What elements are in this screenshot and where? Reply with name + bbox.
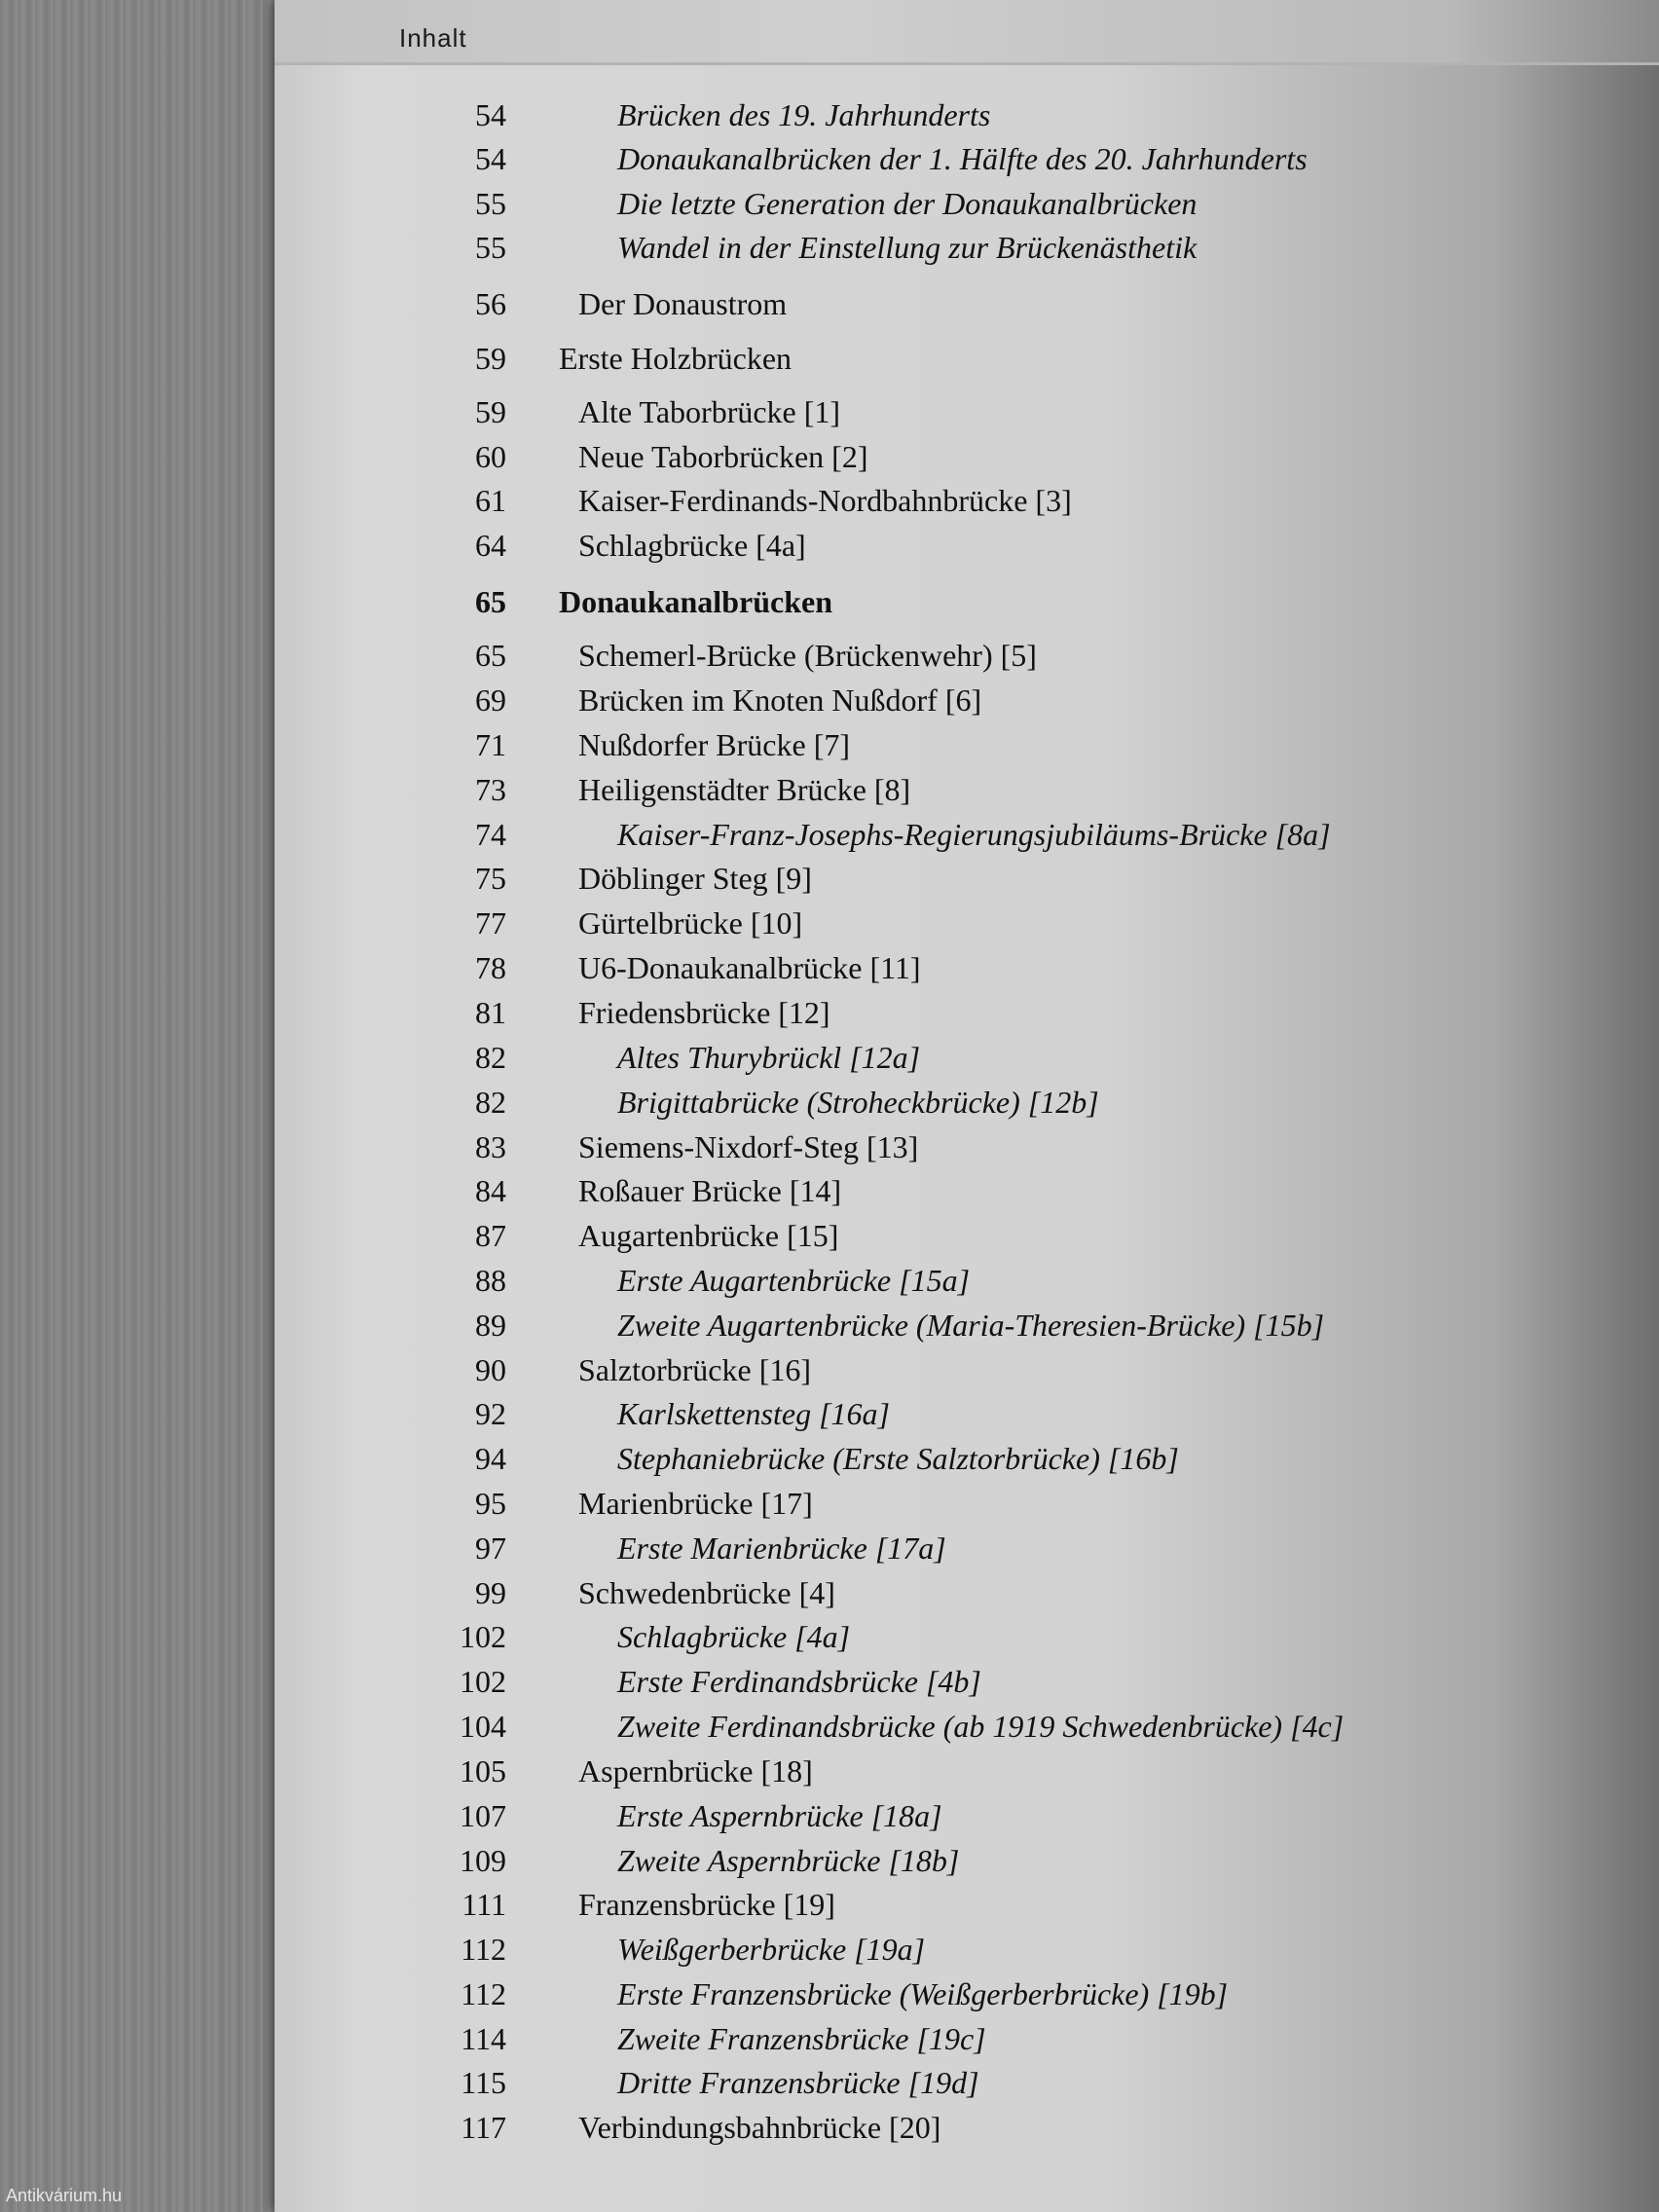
toc-page-number: 75	[475, 861, 506, 896]
toc-entry	[0, 1348, 1659, 1391]
toc-page-number: 78	[475, 950, 506, 985]
toc-entry-title: Marienbrücke [17]	[578, 1486, 813, 1521]
toc-entry	[0, 634, 1659, 677]
toc-entry	[0, 1794, 1659, 1837]
toc-page-number: 59	[475, 341, 506, 376]
toc-page-number: 99	[475, 1575, 506, 1610]
toc-page-number: 90	[475, 1352, 506, 1387]
toc-page-number: 102	[460, 1619, 506, 1654]
toc-entry	[0, 1482, 1659, 1525]
toc-page-number: 107	[460, 1798, 506, 1833]
toc-entry-title: Kaiser-Ferdinands-Nordbahnbrücke [3]	[578, 483, 1072, 518]
toc-entry-title: Siemens-Nixdorf-Steg [13]	[578, 1129, 919, 1164]
toc-entry-title: Brücken im Knoten Nußdorf [6]	[578, 682, 982, 718]
toc-entry-title: Donaukanalbrücken	[559, 584, 832, 619]
toc-entry-title: Nußdorfer Brücke [7]	[578, 727, 850, 762]
toc-page-number: 88	[475, 1263, 506, 1298]
toc-entry-title: Augartenbrücke [15]	[578, 1218, 839, 1253]
toc-entry	[0, 1437, 1659, 1480]
toc-page-number: 82	[475, 1085, 506, 1120]
toc-page-number: 97	[475, 1530, 506, 1566]
toc-entry-title: Brücken des 19. Jahrhunderts	[617, 97, 991, 132]
toc-entry	[0, 93, 1659, 136]
toc-page-number: 64	[475, 528, 506, 563]
toc-entry-title: Aspernbrücke [18]	[578, 1753, 813, 1788]
toc-entry	[0, 1259, 1659, 1302]
toc-entry	[0, 524, 1659, 567]
toc-page-number: 111	[461, 1887, 506, 1922]
toc-entry-title: Erste Augartenbrücke [15a]	[617, 1263, 971, 1298]
toc-entry	[0, 1036, 1659, 1079]
toc-entry	[0, 1169, 1659, 1212]
toc-page-number: 112	[461, 1976, 506, 2011]
toc-page-number: 71	[475, 727, 506, 762]
toc-entry	[0, 137, 1659, 180]
toc-entry-title: Heiligenstädter Brücke [8]	[578, 772, 911, 807]
toc-page-number: 82	[475, 1040, 506, 1075]
toc-entry-title: Dritte Franzensbrücke [19d]	[617, 2065, 979, 2100]
toc-page-number: 89	[475, 1308, 506, 1343]
toc-entry-title: Friedensbrücke [12]	[578, 995, 830, 1030]
toc-entry-title: Donaukanalbrücken der 1. Hälfte des 20. Jahrhunderts	[617, 141, 1308, 176]
toc-page-number: 112	[461, 1932, 506, 1967]
toc-page-number: 102	[460, 1664, 506, 1699]
toc-page-number: 81	[475, 995, 506, 1030]
toc-page-number: 54	[475, 141, 506, 176]
toc-entry-title: Erste Aspernbrücke [18a]	[617, 1798, 942, 1833]
toc-entry-title: Verbindungsbahnbrücke [20]	[578, 2110, 941, 2145]
toc-page-number: 55	[475, 230, 506, 265]
toc-entry-title: Erste Franzensbrücke (Weißgerberbrücke) [19b]	[617, 1976, 1229, 2011]
toc-page-number: 94	[475, 1441, 506, 1476]
toc-entry	[0, 1615, 1659, 1658]
toc-entry-title: Erste Holzbrücken	[559, 341, 793, 376]
toc-entry	[0, 1392, 1659, 1435]
toc-entry-title: Zweite Aspernbrücke [18b]	[617, 1843, 960, 1878]
toc-entry	[0, 1660, 1659, 1703]
toc-entry-title: Zweite Augartenbrücke (Maria-Theresien-Brücke) [15b]	[617, 1308, 1325, 1343]
toc-entry	[0, 768, 1659, 811]
toc-entry	[0, 1081, 1659, 1124]
toc-page-number: 74	[475, 817, 506, 852]
toc-entry	[0, 182, 1659, 225]
toc-entry	[0, 1527, 1659, 1569]
toc-page-number: 56	[475, 286, 506, 321]
toc-entry-title: Stephaniebrücke (Erste Salztorbrücke) [16b]	[617, 1441, 1179, 1476]
toc-entry-title: Zweite Franzensbrücke [19c]	[617, 2021, 986, 2056]
toc-entry-title: U6-Donaukanalbrücke [11]	[578, 950, 921, 985]
toc-entry	[0, 679, 1659, 721]
toc-entry	[0, 946, 1659, 989]
toc-entry	[0, 1705, 1659, 1748]
toc-entry	[0, 2017, 1659, 2060]
toc-entry	[0, 479, 1659, 522]
toc-entry-title: Schlagbrücke [4a]	[617, 1619, 851, 1654]
toc-entry-title: Franzensbrücke [19]	[578, 1887, 835, 1922]
toc-entry	[0, 1214, 1659, 1257]
toc-entry-title: Erste Marienbrücke [17a]	[617, 1530, 946, 1566]
toc-entry-title: Döblinger Steg [9]	[578, 861, 812, 896]
toc-page-number: 104	[460, 1709, 506, 1744]
toc-entry	[0, 1928, 1659, 1971]
toc-entry	[0, 857, 1659, 900]
running-head: Inhalt	[399, 23, 467, 53]
toc-entry	[0, 580, 1659, 623]
toc-page-number: 65	[475, 638, 506, 673]
toc-entry-title: Salztorbrücke [16]	[578, 1352, 812, 1387]
toc-page-number: 60	[475, 439, 506, 474]
toc-entry	[0, 1571, 1659, 1614]
toc-entry-title: Wandel in der Einstellung zur Brückenästhetik	[617, 230, 1198, 265]
toc-entry	[0, 390, 1659, 433]
toc-entry	[0, 2106, 1659, 2149]
toc-entry-title: Karlskettensteg [16a]	[617, 1396, 890, 1431]
toc-entry	[0, 226, 1659, 269]
toc-entry	[0, 2061, 1659, 2104]
toc-entry	[0, 1883, 1659, 1926]
toc-page-number: 73	[475, 772, 506, 807]
toc-page-number: 83	[475, 1129, 506, 1164]
toc-entry	[0, 813, 1659, 856]
toc-page-number: 69	[475, 682, 506, 718]
toc-entry	[0, 1839, 1659, 1882]
toc-entry-title: Erste Ferdinandsbrücke [4b]	[617, 1664, 981, 1699]
toc-entry	[0, 991, 1659, 1034]
toc-page-number: 115	[461, 2065, 506, 2100]
toc-entry-title: Schwedenbrücke [4]	[578, 1575, 835, 1610]
toc-page-number: 105	[460, 1753, 506, 1788]
toc-entry-title: Gürtelbrücke [10]	[578, 905, 803, 940]
toc-entry-title: Brigittabrücke (Stroheckbrücke) [12b]	[617, 1085, 1099, 1120]
toc-entry	[0, 723, 1659, 766]
toc-entry-title: Die letzte Generation der Donaukanalbrücken	[617, 186, 1198, 221]
toc-entry	[0, 435, 1659, 478]
toc-page-number: 61	[475, 483, 506, 518]
watermark: Antikvárium.hu	[6, 2186, 123, 2205]
toc-entry	[0, 337, 1659, 380]
toc-entry-title: Kaiser-Franz-Josephs-Regierungsjubiläums-Brücke [8a]	[617, 817, 1331, 852]
toc-page-number: 59	[475, 394, 506, 429]
toc-entry	[0, 282, 1659, 325]
toc-entry-title: Weißgerberbrücke [19a]	[617, 1932, 926, 1967]
toc-entry-title: Schemerl-Brücke (Brückenwehr) [5]	[578, 638, 1037, 673]
toc-entry	[0, 1125, 1659, 1168]
toc-page-number: 65	[475, 584, 506, 619]
toc-page-number: 55	[475, 186, 506, 221]
toc-page-number: 87	[475, 1218, 506, 1253]
toc-entry-title: Neue Taborbrücken [2]	[578, 439, 868, 474]
toc-entry	[0, 1750, 1659, 1792]
toc-entry	[0, 1304, 1659, 1346]
toc-page-number: 77	[475, 905, 506, 940]
toc-entry-title: Der Donaustrom	[578, 286, 788, 321]
toc-page-number: 84	[475, 1173, 506, 1208]
toc-page-number: 114	[461, 2021, 506, 2056]
toc-page-number: 54	[475, 97, 506, 132]
toc-entry-title: Roßauer Brücke [14]	[578, 1173, 842, 1208]
toc-entry-title: Alte Taborbrücke [1]	[578, 394, 841, 429]
toc-page-number: 92	[475, 1396, 506, 1431]
toc-entry	[0, 1972, 1659, 2015]
toc-page-number: 95	[475, 1486, 506, 1521]
toc-page-number: 117	[461, 2110, 506, 2145]
toc-page-number: 109	[460, 1843, 506, 1878]
toc-entry-title: Zweite Ferdinandsbrücke (ab 1919 Schwedenbrücke) [4c]	[617, 1709, 1345, 1744]
toc-entry-title: Altes Thurybrückl [12a]	[617, 1040, 921, 1075]
toc-entry	[0, 902, 1659, 944]
toc-entry-title: Schlagbrücke [4a]	[578, 528, 806, 563]
